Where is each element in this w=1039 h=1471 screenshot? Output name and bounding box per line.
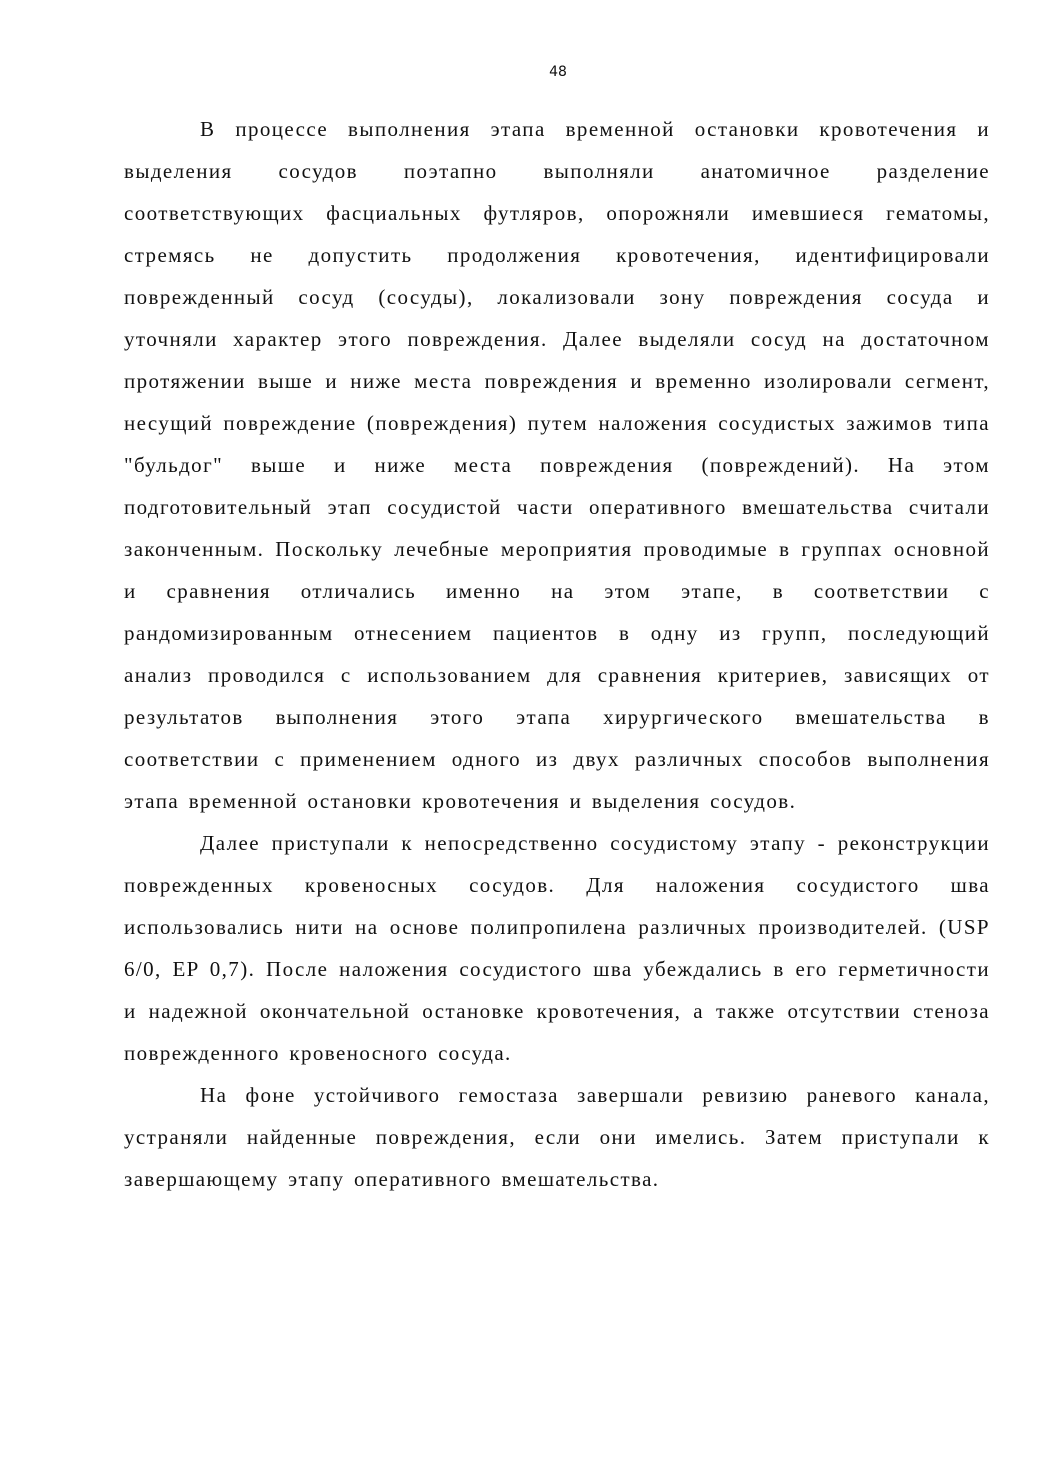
paragraph-3: На фоне устойчивого гемостаза завершали ревизию раневого канала, устраняли найденные повреждения, если они имелись. Затем приступали к завершающему этапу оперативного вмешательства. — [124, 1083, 990, 1191]
page-number: 48 — [549, 64, 567, 80]
paragraph-1: В процессе выполнения этапа временной остановки кровотечения и выделения сосудов поэтапно выполняли анатомичное разделение соответствующих фасциальных футляров, опорожняли имевшиеся гематомы, стремясь не допустить продолжения кровотечения, идентифицировали поврежденный сосуд (сосуды), локализовали зону повреждения сосуда и уточняли характер этого повреждения. Далее выделяли сосуд на достаточном протяжении выше и ниже места повреждения и временно изолировали сегмент, несущий повреждение (повреждения) путем наложения сосудистых зажимов типа "бульдог" выше и ниже места повреждения (повреждений). На этом подготовительный этап сосудистой части оперативного вмешательства считали законченным. Поскольку лечебные мероприятия проводимые в группах основной и сравнения отличались именно на этом этапе, в соответствии с рандомизированным отнесением пациентов в одну из групп, последующий анализ проводился с использованием для сравнения критериев, зависящих от результатов выполнения этого этапа хирургического вмешательства в соответствии с применением одного из двух различных способов выполнения этапа временной остановки кровотечения и выделения сосудов. — [124, 117, 990, 813]
body-text — [124, 108, 990, 1200]
paragraph-2: Далее приступали к непосредственно сосудистому этапу - реконструкции поврежденных кровеносных сосудов. Для наложения сосудистого шва использовались нити на основе полипропилена различных производителей. (USP 6/0, EP 0,7). После наложения сосудистого шва убеждались в его герметичности и надежной окончательной остановке кровотечения, а также отсутствии стеноза поврежденного кровеносного сосуда. — [124, 831, 990, 1065]
